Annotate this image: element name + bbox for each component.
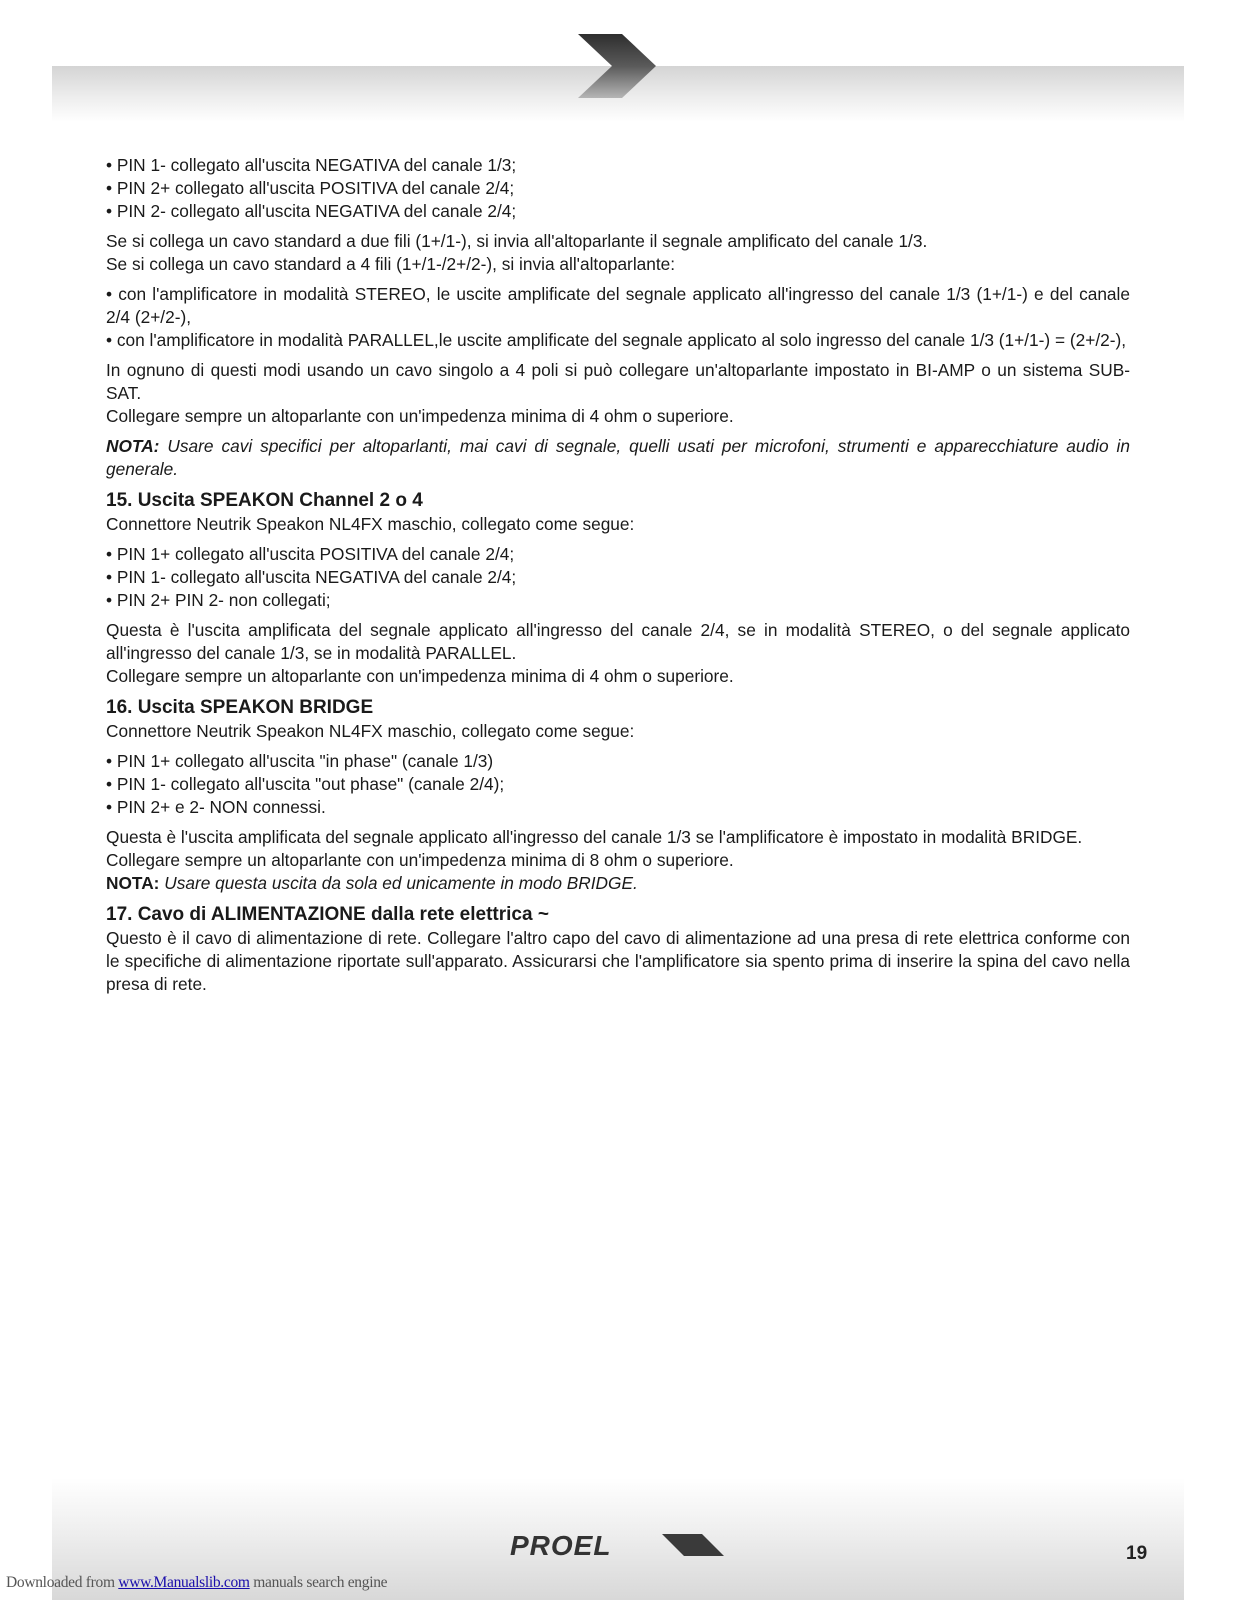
list-item-stereo: • con l'amplificatore in modalità STEREO, le uscite amplificate del segnale applicato all'ingresso del canale 1/3 (1+/1-) e del canale 2/4 (2+/2-), [106,284,1130,327]
download-suffix: manuals search engine [249,1574,388,1591]
paragraph-impedance: Collegare sempre un altoparlante con un'impedenza minima di 4 ohm o superiore. [106,666,734,686]
page-content [106,154,1130,996]
list-item: • PIN 2+ collegato all'uscita POSITIVA del canale 2/4; [106,178,515,198]
paragraph-connector: Connettore Neutrik Speakon NL4FX maschio, collegato come segue: [106,514,635,534]
list-item-parallel: • con l'amplificatore in modalità PARALLEL,le uscite amplificate del segnale applicato al solo ingresso del canale 1/3 (1+/1-) = (2+/2-), [106,330,1127,350]
proel-logo [510,1532,726,1558]
note-text: Usare cavi specifici per altoparlanti, mai cavi di segnale, quelli usati per microfoni, strumenti e apparecchiature audio in generale. [106,436,1130,479]
page-number: 19 [1126,1543,1148,1564]
paragraph-impedance: Collegare sempre un altoparlante con un'impedenza minima di 8 ohm o superiore. [106,850,734,870]
paragraph-two-wire: Se si collega un cavo standard a due fili (1+/1-), si invia all'altoparlante il segnale amplificato del canale 1/3. [106,231,928,251]
manualslib-link[interactable]: www.Manualslib.com [118,1574,250,1591]
note-label: NOTA: [106,873,160,893]
paragraph-modes: In ognuno di questi modi usando un cavo singolo a 4 poli si può collegare un'altoparlante impostato in BI-AMP o un sistema SUB-SAT. [106,360,1130,403]
paragraph-description: Questa è l'uscita amplificata del segnale applicato all'ingresso del canale 2/4, se in modalità STEREO, o del segnale applicato all'ingresso del canale 1/3, se in modalità PARALLEL. [106,620,1130,663]
list-item: • PIN 1+ collegato all'uscita "in phase" (canale 1/3) [106,751,494,771]
list-item: • PIN 2- collegato all'uscita NEGATIVA del canale 2/4; [106,201,517,221]
paragraph-impedance: Collegare sempre un altoparlante con un'impedenza minima di 4 ohm o superiore. [106,406,734,426]
section-heading: 15. Uscita SPEAKON Channel 2 o 4 [106,490,423,511]
list-item: • PIN 1- collegato all'uscita "out phase" (canale 2/4); [106,774,505,794]
list-item: • PIN 1- collegato all'uscita NEGATIVA del canale 2/4; [106,567,517,587]
note-text: Usare questa uscita da sola ed unicamente in modo BRIDGE. [159,873,638,893]
note-bridge [106,872,1130,895]
list-item: • PIN 1+ collegato all'uscita POSITIVA del canale 2/4; [106,544,515,564]
paragraph-connector: Connettore Neutrik Speakon NL4FX maschio, collegato come segue: [106,721,635,741]
note-cables [106,435,1130,481]
paragraph-description: Questo è il cavo di alimentazione di rete. Collegare l'altro capo del cavo di alimentazione ad una presa di rete elettrica conforme con le specifiche di alimentazione riportate sull'apparato. Assicurarsi che l'amplificatore sia spento prima di inserire la spina del cavo nella presa di rete. [106,928,1130,994]
logo-mark-icon [662,1534,724,1556]
paragraph-description: Questa è l'uscita amplificata del segnale applicato all'ingresso del canale 1/3 se l'amplificatore è impostato in modalità BRIDGE. [106,827,1083,847]
list-item: • PIN 2+ e 2- NON connessi. [106,797,326,817]
list-item: • PIN 1- collegato all'uscita NEGATIVA del canale 1/3; [106,155,517,175]
logo-text: PROEL [510,1532,612,1558]
section-heading: 16. Uscita SPEAKON BRIDGE [106,697,374,718]
chevron-right-icon [578,34,658,98]
download-footer [6,1574,387,1592]
section-heading: 17. Cavo di ALIMENTAZIONE dalla rete elettrica ~ [106,904,549,925]
note-label: NOTA: [106,436,160,456]
download-prefix: Downloaded from [6,1574,119,1591]
list-item: • PIN 2+ PIN 2- non collegati; [106,590,331,610]
paragraph-four-wire: Se si collega un cavo standard a 4 fili (1+/1-/2+/2-), si invia all'altoparlante: [106,254,676,274]
